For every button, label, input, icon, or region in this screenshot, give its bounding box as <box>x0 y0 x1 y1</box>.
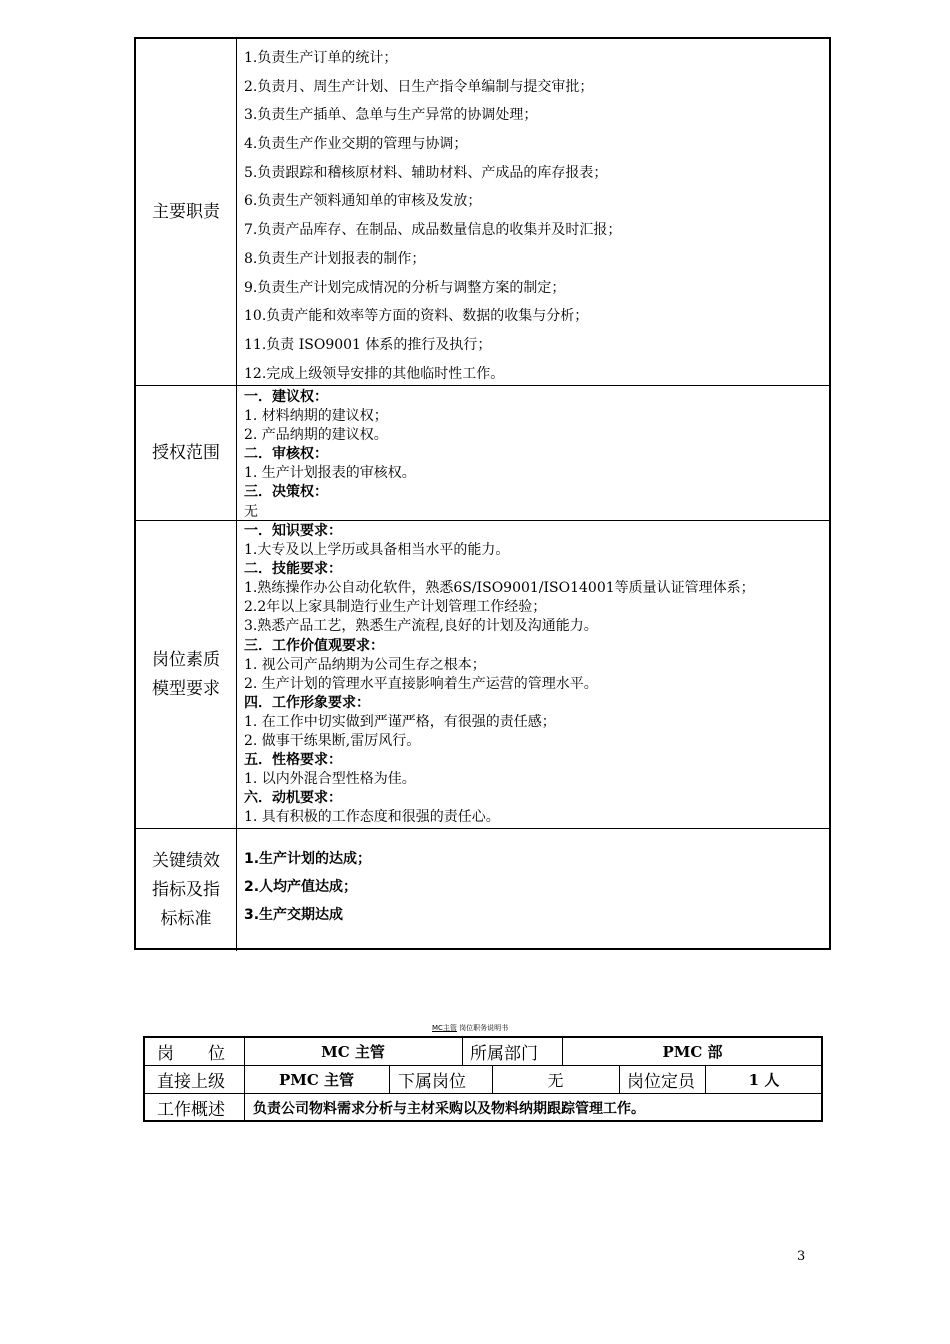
duty-item-10: 10.负责产能和效率等方面的资料、数据的收集与分析； <box>244 308 589 325</box>
authority-list <box>244 388 825 522</box>
duty-item-12: 12.完成上级领导安排的其他临时性工作。 <box>244 365 505 382</box>
kpi-item-1: 1.生产计划的达成； <box>244 851 372 867</box>
kpi-item-2: 2.人均产值达成； <box>244 879 358 895</box>
caption-doc-name: 岗位职务说明书 <box>456 1024 509 1032</box>
authority-line-1: 一．建议权： <box>244 389 328 405</box>
competency-line-13: 五．性格要求： <box>244 752 342 769</box>
label-kpi-line1: 关键绩效 <box>152 850 220 871</box>
duty-item-9: 9.负责生产计划完成情况的分析与调整方案的制定； <box>244 279 566 296</box>
competency-line-11: 1. 在工作中切实做到严谨严格，有很强的责任感； <box>244 713 556 730</box>
competency-line-2: 1.大专及以上学历或具备相当水平的能力。 <box>244 542 510 559</box>
competency-line-6: 3.熟悉产品工艺，熟悉生产流程,良好的计划及沟通能力。 <box>244 618 598 635</box>
label-competency-line2: 模型要求 <box>152 679 220 699</box>
competency-line-4: 1.熟练操作办公自动化软件，熟悉6S/ISO9001/ISO14001等质量认证管理体系； <box>244 580 755 597</box>
competency-line-7: 三．工作价值观要求： <box>244 637 384 654</box>
competency-list <box>244 522 825 828</box>
authority-line-2: 1. 材料纳期的建议权； <box>244 408 388 425</box>
authority-line-7: 无 <box>244 503 258 520</box>
headcount-value: 1 人 <box>748 1070 780 1089</box>
duty-item-11: 11.负责 ISO9001 体系的推行及执行； <box>244 336 492 353</box>
row-competency <box>136 520 829 829</box>
row-main-duties <box>136 39 829 385</box>
duty-item-2: 2.负责月、周生产计划、日生产指令单编制与提交审批； <box>244 78 594 95</box>
duties-list <box>244 44 825 388</box>
document-caption <box>432 1023 508 1033</box>
page-number: 3 <box>797 1249 806 1264</box>
department-value: PMC 部 <box>662 1043 723 1061</box>
kpi-list <box>244 845 825 929</box>
superior-value: PMC 主管 <box>278 1070 355 1089</box>
label-kpi-line3: 标标准 <box>160 908 212 929</box>
competency-line-12: 2. 做事干练果断,雷厉风行。 <box>244 733 421 750</box>
subordinate-value: 无 <box>547 1070 564 1090</box>
summary-label: 工作概述 <box>157 1100 225 1120</box>
competency-line-5: 2.2年以上家具制造行业生产计划管理工作经验； <box>244 599 547 616</box>
label-main-duties: 主要职责 <box>152 201 220 222</box>
label-kpi-line2: 指标及指 <box>152 879 220 900</box>
summary-value: 负责公司物料需求分析与主材采购以及物料纳期跟踪管理工作。 <box>253 1100 645 1117</box>
authority-line-6: 三．决策权： <box>244 484 328 501</box>
duty-item-5: 5.负责跟踪和稽核原材料、辅助材料、产成品的库存报表； <box>244 164 608 181</box>
subordinate-label: 下属岗位 <box>398 1071 466 1092</box>
competency-line-10: 四．工作形象要求： <box>244 694 370 711</box>
competency-line-9: 2. 生产计划的管理水平直接影响着生产运营的管理水平。 <box>244 675 598 692</box>
authority-line-3: 2. 产品纳期的建议权。 <box>244 427 388 444</box>
position-label: 岗 位 <box>157 1044 225 1064</box>
competency-line-15: 六．动机要求： <box>244 790 342 807</box>
job-description-table <box>134 37 831 950</box>
competency-line-3: 二．技能要求： <box>244 561 342 578</box>
position-info-table <box>143 1036 823 1122</box>
row-authority <box>136 385 829 521</box>
position-value: MC 主管 <box>321 1043 385 1061</box>
authority-line-5: 1. 生产计划报表的审核权。 <box>244 465 416 482</box>
label-kpi <box>136 829 236 951</box>
competency-line-16: 1. 具有积极的工作态度和很强的责任心。 <box>244 809 500 826</box>
competency-line-8: 1. 视公司产品纳期为公司生存之根本； <box>244 656 486 673</box>
competency-line-14: 1. 以内外混合型性格为佳。 <box>244 771 416 788</box>
row-kpi <box>136 828 829 951</box>
caption-job-title: MC主管 <box>432 1024 457 1032</box>
headcount-label: 岗位定员 <box>627 1071 695 1092</box>
label-competency-line1: 岗位素质 <box>152 650 220 670</box>
duty-item-7: 7.负责产品库存、在制品、成品数量信息的收集并及时汇报； <box>244 222 622 239</box>
label-authority: 授权范围 <box>152 443 220 463</box>
superior-label: 直接上级 <box>157 1071 225 1092</box>
duty-item-8: 8.负责生产计划报表的制作； <box>244 250 426 267</box>
kpi-item-3: 3.生产交期达成 <box>244 907 344 923</box>
duty-item-4: 4.负责生产作业交期的管理与协调； <box>244 136 468 153</box>
competency-line-1: 一．知识要求： <box>244 523 342 539</box>
duty-item-3: 3.负责生产插单、急单与生产异常的协调处理； <box>244 107 538 124</box>
authority-line-4: 二．审核权： <box>244 446 328 463</box>
department-label: 所属部门 <box>470 1044 538 1064</box>
duty-item-6: 6.负责生产领料通知单的审核及发放； <box>244 193 482 210</box>
label-competency <box>136 521 236 829</box>
duty-item-1: 1.负责生产订单的统计； <box>244 50 398 66</box>
